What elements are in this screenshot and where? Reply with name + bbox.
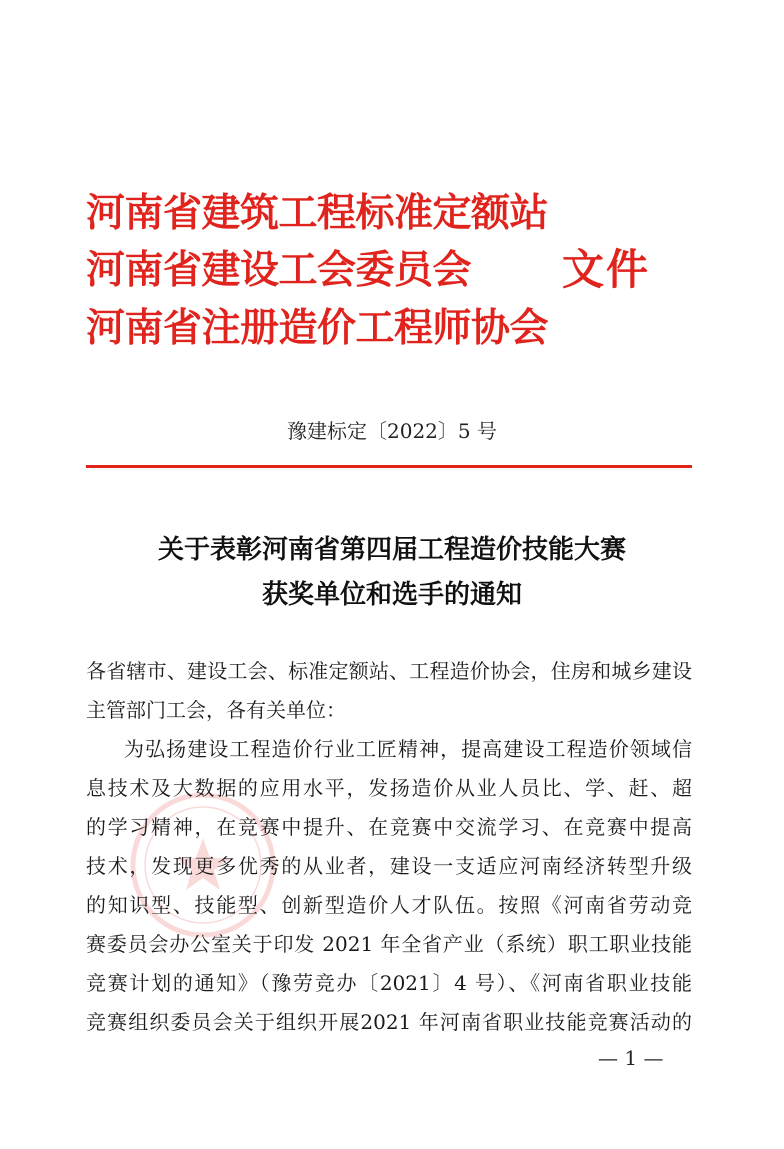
body-text-line: 竞赛计划的通知》（豫劳竞办〔2021〕4 号）、《河南省职业技能 bbox=[86, 971, 692, 995]
body-text-line: 的学习精神，在竞赛中提升、在竞赛中交流学习、在竞赛中提高 bbox=[86, 815, 692, 839]
document-title-line-2: 获奖单位和选手的通知 bbox=[261, 580, 522, 610]
red-divider-line bbox=[86, 465, 692, 468]
body-text-line: 技术，发现更多优秀的从业者，建设一支适应河南经济转型升级 bbox=[86, 854, 692, 878]
body-text-line: 为弘扬建设工程造价行业工匠精神，提高建设工程造价领域信 bbox=[124, 737, 692, 761]
body-text-line: 竞赛组织委员会关于组织开展2021 年河南省职业技能竞赛活动的 bbox=[86, 1010, 692, 1034]
body-text-line: 各省辖市、建设工会、标准定额站、工程造价协会，住房和城乡建设 bbox=[86, 659, 692, 683]
document-title-line-1: 关于表彰河南省第四届工程造价技能大赛 bbox=[157, 535, 626, 565]
body-text-line: 主管部门工会，各有关单位： bbox=[86, 698, 346, 722]
issuer-name-2: 河南省建设工会委员会 bbox=[86, 247, 472, 293]
issuer-name-3: 河南省注册造价工程师协会 bbox=[86, 305, 549, 351]
body-text-line: 赛委员会办公室关于印发 2021 年全省产业（系统）职工职业技能 bbox=[86, 932, 692, 956]
page-number: — 1 — bbox=[598, 1046, 664, 1070]
body-text-line: 息技术及大数据的应用水平，发扬造价从业人员比、学、赶、超 bbox=[86, 776, 692, 800]
document-type-label: 文件 bbox=[562, 245, 651, 294]
issuer-name-1: 河南省建筑工程标准定额站 bbox=[86, 190, 549, 236]
document-number: 豫建标定〔2022〕5 号 bbox=[287, 419, 497, 443]
body-text-line: 的知识型、技能型、创新型造价人才队伍。按照《河南省劳动竞 bbox=[86, 893, 692, 917]
